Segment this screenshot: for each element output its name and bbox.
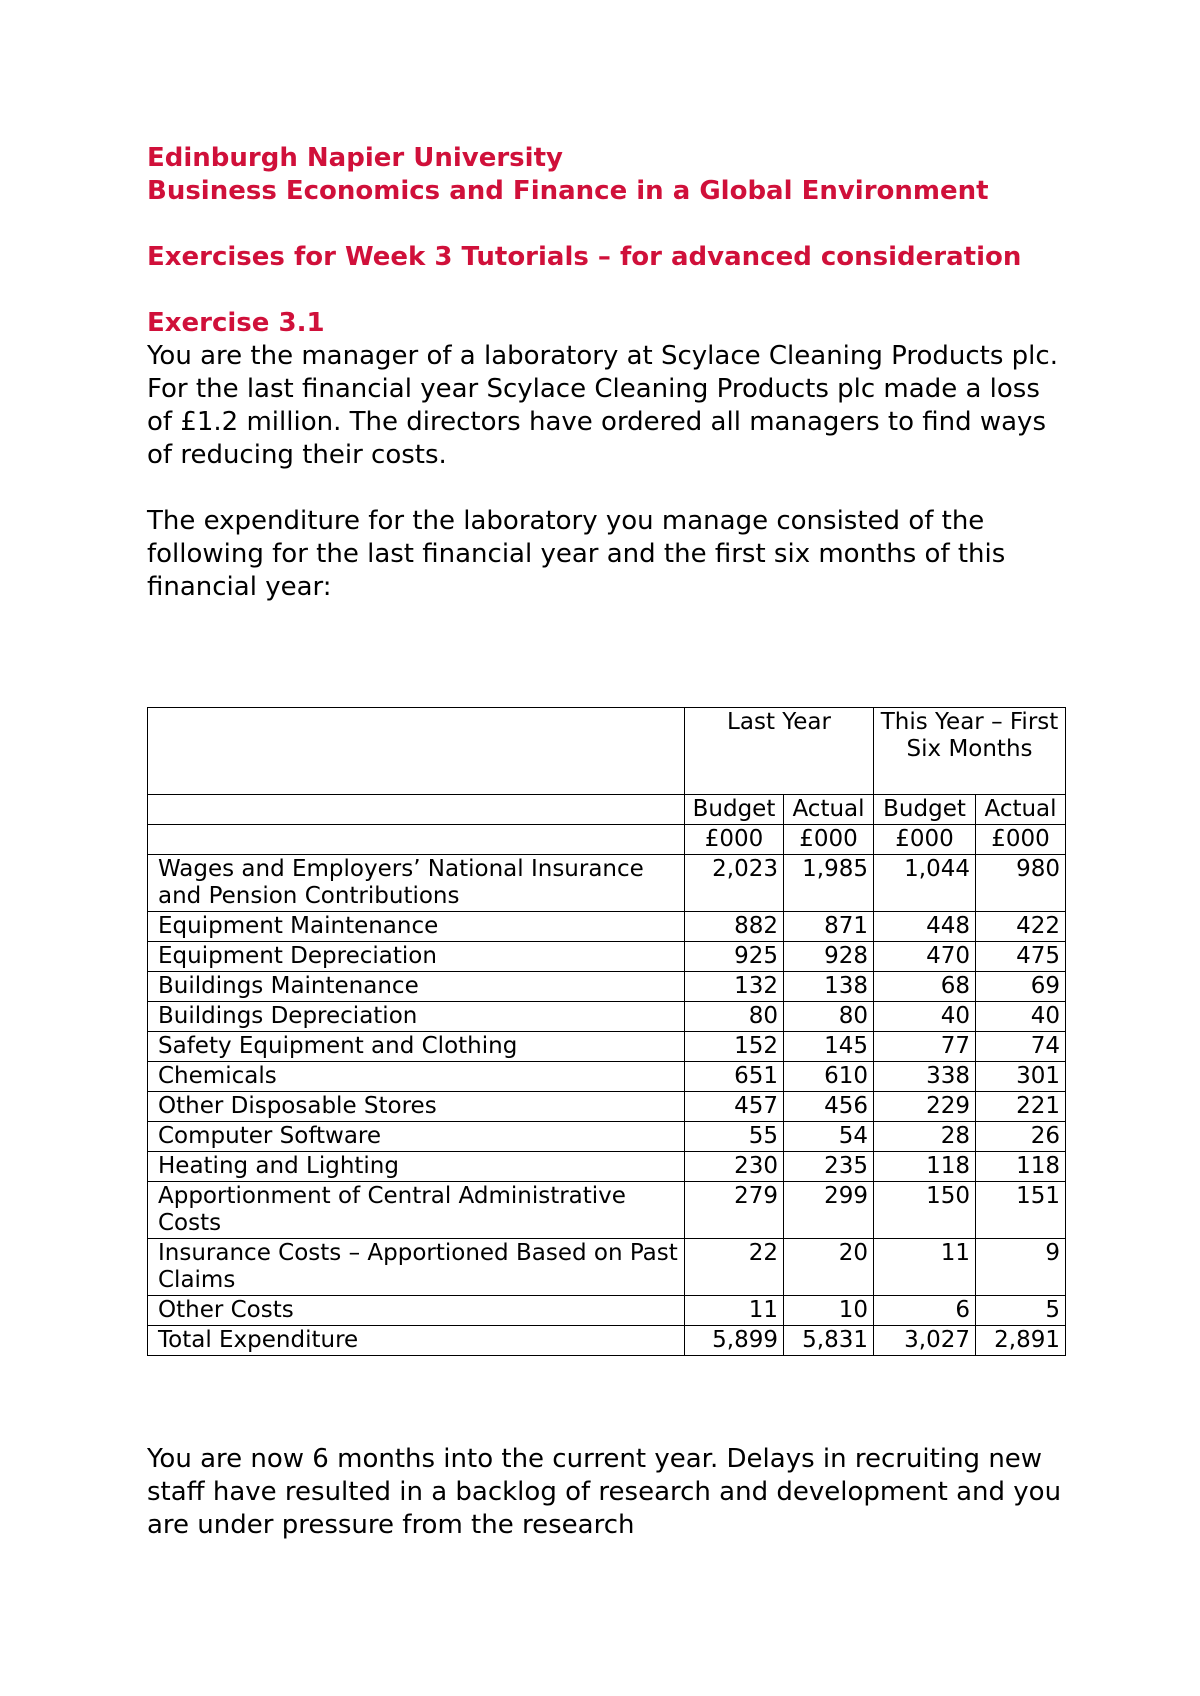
table-row [148,1062,1066,1092]
value-cell: 928 [784,942,874,972]
row-label-cell: Equipment Depreciation [148,942,685,972]
table-sub-header-row [148,795,1066,825]
units-cell: £000 [784,825,874,855]
table-corner-cell [148,708,685,795]
table-row [148,1002,1066,1032]
value-cell: 925 [685,942,784,972]
table-row [148,855,1066,912]
value-cell: 301 [976,1062,1066,1092]
row-label-cell: Chemicals [148,1062,685,1092]
table-units-row [148,825,1066,855]
table-row [148,1239,1066,1296]
sub-header-cell: Actual [976,795,1066,825]
value-cell: 152 [685,1032,784,1062]
exercises-title: Exercises for Week 3 Tutorials – for advanced consideration [147,242,1022,272]
value-cell: 28 [874,1122,976,1152]
value-cell: 651 [685,1062,784,1092]
value-cell: 2,023 [685,855,784,912]
value-cell: 9 [976,1239,1066,1296]
value-cell: 230 [685,1152,784,1182]
table-row [148,972,1066,1002]
value-cell: 6 [874,1296,976,1326]
value-cell: 77 [874,1032,976,1062]
value-cell: 5 [976,1296,1066,1326]
document-header [147,142,1067,604]
value-cell: 20 [784,1239,874,1296]
value-cell: 11 [874,1239,976,1296]
value-cell: 68 [874,972,976,1002]
value-cell: 22 [685,1239,784,1296]
value-cell: 40 [976,1002,1066,1032]
value-cell: 1,044 [874,855,976,912]
table-row [148,1152,1066,1182]
table-blank-cell [148,795,685,825]
row-label-cell: Apportionment of Central Administrative Costs [148,1182,685,1239]
value-cell: 882 [685,912,784,942]
value-cell: 456 [784,1092,874,1122]
expenditure-intro-paragraph: The expenditure for the laboratory you manage consisted of the following for the last financial year and the first six months of this financial year: [147,506,1006,602]
value-cell: 26 [976,1122,1066,1152]
value-cell: 3,027 [874,1326,976,1356]
module-title: Business Economics and Finance in a Global Environment [147,176,989,206]
value-cell: 448 [874,912,976,942]
sub-header-cell: Actual [784,795,874,825]
row-label-cell: Buildings Maintenance [148,972,685,1002]
table-row [148,1032,1066,1062]
table-group-header-row [148,708,1066,795]
value-cell: 80 [685,1002,784,1032]
table-body [148,855,1066,1356]
value-cell: 54 [784,1122,874,1152]
value-cell: 10 [784,1296,874,1326]
university-name: Edinburgh Napier University [147,143,563,173]
value-cell: 69 [976,972,1066,1002]
value-cell: 235 [784,1152,874,1182]
table-row [148,1326,1066,1356]
units-cell: £000 [874,825,976,855]
value-cell: 457 [685,1092,784,1122]
row-label-cell: Buildings Depreciation [148,1002,685,1032]
row-label-cell: Equipment Maintenance [148,912,685,942]
value-cell: 1,985 [784,855,874,912]
row-label-cell: Other Disposable Stores [148,1092,685,1122]
sub-header-cell: Budget [874,795,976,825]
value-cell: 145 [784,1032,874,1062]
value-cell: 118 [874,1152,976,1182]
value-cell: 11 [685,1296,784,1326]
value-cell: 470 [874,942,976,972]
value-cell: 871 [784,912,874,942]
units-cell: £000 [685,825,784,855]
table-row [148,1122,1066,1152]
value-cell: 132 [685,972,784,1002]
table-blank-cell [148,825,685,855]
value-cell: 475 [976,942,1066,972]
table-row [148,1092,1066,1122]
row-label-cell: Total Expenditure [148,1326,685,1356]
closing-paragraph: You are now 6 months into the current year. Delays in recruiting new staff have resulted in a backlog of research and development and you are under pressure from the research [147,1444,1062,1540]
group-header-last-year: Last Year [685,708,874,795]
table-row [148,942,1066,972]
value-cell: 279 [685,1182,784,1239]
value-cell: 118 [976,1152,1066,1182]
expenditure-table [147,707,1066,1356]
group-header-this-year: This Year – First Six Months [874,708,1066,795]
table-row [148,1182,1066,1239]
exercise-label: Exercise 3.1 [147,308,325,338]
value-cell: 80 [784,1002,874,1032]
value-cell: 74 [976,1032,1066,1062]
table-row [148,1296,1066,1326]
row-label-cell: Computer Software [148,1122,685,1152]
value-cell: 2,891 [976,1326,1066,1356]
value-cell: 299 [784,1182,874,1239]
value-cell: 980 [976,855,1066,912]
row-label-cell: Wages and Employers’ National Insurance and Pension Contributions [148,855,685,912]
value-cell: 229 [874,1092,976,1122]
row-label-cell: Other Costs [148,1296,685,1326]
sub-header-cell: Budget [685,795,784,825]
intro-paragraph: You are the manager of a laboratory at Scylace Cleaning Products plc. For the last financial year Scylace Cleaning Products plc made a loss of £1.2 million. The directors have ordered all managers to find ways of reducing their costs. [147,341,1058,470]
row-label-cell: Safety Equipment and Clothing [148,1032,685,1062]
value-cell: 151 [976,1182,1066,1239]
value-cell: 5,899 [685,1326,784,1356]
row-label-cell: Insurance Costs – Apportioned Based on Past Claims [148,1239,685,1296]
value-cell: 610 [784,1062,874,1092]
value-cell: 55 [685,1122,784,1152]
units-cell: £000 [976,825,1066,855]
value-cell: 150 [874,1182,976,1239]
value-cell: 5,831 [784,1326,874,1356]
value-cell: 40 [874,1002,976,1032]
value-cell: 221 [976,1092,1066,1122]
closing-section [147,1443,1067,1542]
row-label-cell: Heating and Lighting [148,1152,685,1182]
value-cell: 422 [976,912,1066,942]
value-cell: 338 [874,1062,976,1092]
table-row [148,912,1066,942]
value-cell: 138 [784,972,874,1002]
